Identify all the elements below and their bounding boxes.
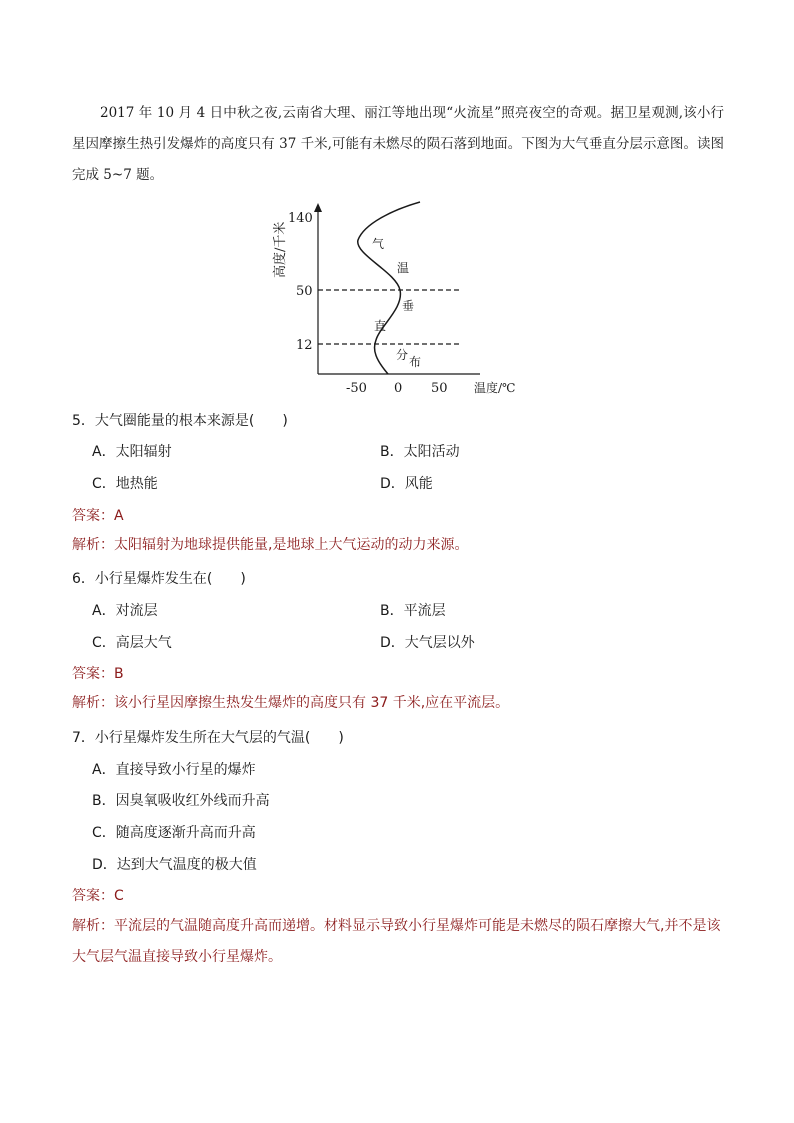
atmosphere-figure	[268, 200, 528, 398]
question-7-option-c: C．随高度逐渐升高而升高	[92, 825, 256, 841]
y-tick-140: 140	[288, 211, 313, 226]
question-7-option-d: D．达到大气温度的极大值	[92, 857, 257, 873]
question-6-explanation: 解析：该小行星因摩擦生热发生爆炸的高度只有 37 千米,应在平流层。	[72, 695, 510, 711]
y-tick-12: 12	[296, 338, 313, 353]
temperature-curve	[358, 202, 420, 374]
x-tick-minus50: -50	[346, 381, 367, 396]
question-5-answer: 答案：A	[72, 508, 124, 524]
question-7-answer: 答案：C	[72, 888, 124, 904]
question-7-stem: 7．小行星爆炸发生所在大气层的气温( )	[72, 730, 344, 746]
question-6-option-a: A．对流层	[92, 603, 158, 619]
question-7-option-b: B．因臭氧吸收红外线而升高	[92, 793, 270, 809]
question-7-option-a: A．直接导致小行星的爆炸	[92, 762, 256, 778]
question-5-stem: 5．大气圈能量的根本来源是( )	[72, 413, 288, 429]
question-6-option-d: D．大气层以外	[380, 635, 475, 651]
y-axis-arrow	[314, 203, 322, 212]
y-tick-50: 50	[296, 284, 313, 299]
question-6-option-c: C．高层大气	[92, 635, 172, 651]
question-5-option-d: D．风能	[380, 476, 433, 492]
question-5-explanation: 解析：太阳辐射为地球提供能量,是地球上大气运动的动力来源。	[72, 537, 469, 553]
question-5-option-c: C．地热能	[92, 476, 158, 492]
curve-label-char-5: 分	[396, 348, 409, 362]
curve-label-char-3: 垂	[402, 299, 415, 313]
question-5-option-a: A．太阳辐射	[92, 444, 172, 460]
curve-label-char-4: 直	[374, 319, 387, 333]
y-axis-label: 高度/千米	[273, 221, 288, 278]
curve-label-char-1: 气	[372, 237, 385, 251]
curve-label-char-2: 温	[397, 261, 410, 275]
atmosphere-diagram	[268, 200, 528, 398]
intro-paragraph: 2017 年 10 月 4 日中秋之夜,云南省大理、丽江等地出现“火流星”照亮夜空的奇观。据卫星观测,该小行星因摩擦生热引发爆炸的高度只有 37 千米,可能有未燃尽的陨石落到地面。下图为大气垂直分层示意图。读图完成 5~7 题。	[72, 105, 724, 183]
curve-label-char-6: 布	[409, 355, 422, 369]
x-tick-50: 50	[431, 381, 448, 396]
question-7-explanation: 解析：平流层的气温随高度升高而递增。材料显示导致小行星爆炸可能是未燃尽的陨石摩擦大气,并不是该大气层气温直接导致小行星爆炸。	[72, 918, 721, 965]
question-6-stem: 6．小行星爆炸发生在( )	[72, 571, 246, 587]
question-6-answer: 答案：B	[72, 666, 124, 682]
question-6-option-b: B．平流层	[380, 603, 446, 619]
x-tick-0: 0	[394, 381, 403, 396]
question-5-option-b: B．太阳活动	[380, 444, 460, 460]
x-axis-label: 温度/℃	[474, 381, 516, 395]
